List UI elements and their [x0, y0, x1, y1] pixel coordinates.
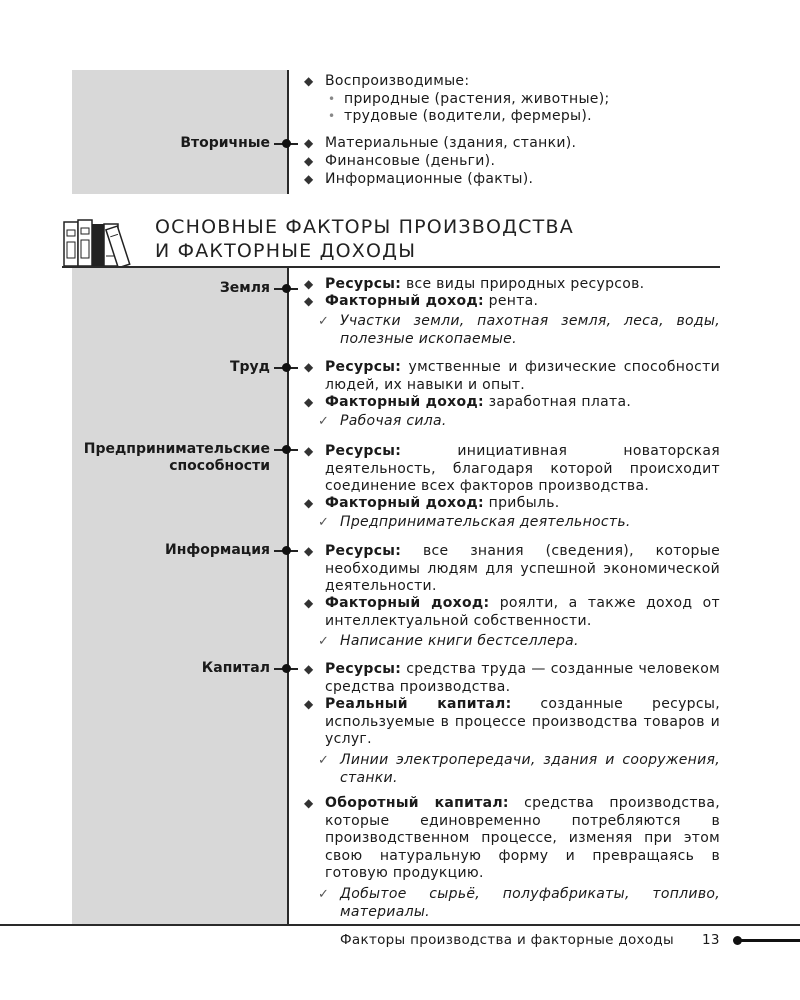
label-capital: Капитал: [201, 660, 270, 676]
diamond-icon: ◆: [304, 496, 314, 510]
list-item: Материальные (здания, станки).: [325, 135, 577, 151]
diamond-icon: ◆: [304, 294, 314, 308]
diamond-icon: ◆: [304, 277, 314, 291]
connector-node: [282, 139, 291, 148]
diamond-icon: ◆: [304, 74, 314, 88]
checkmark-icon: ✓: [318, 753, 329, 768]
diamond-icon: ◆: [304, 154, 314, 168]
land-resources: Ресурсы: все виды природных ресурсов.: [325, 276, 645, 292]
checkmark-icon: ✓: [318, 414, 329, 429]
real-capital-example: Линии электропередачи, здания и сооружения, станки.: [340, 752, 720, 786]
labor-example: Рабочая сила.: [340, 413, 447, 429]
diamond-icon: ◆: [304, 172, 314, 186]
list-subitem: трудовые (водители, фермеры).: [344, 108, 592, 124]
checkmark-icon: ✓: [318, 314, 329, 329]
checkmark-icon: ✓: [318, 887, 329, 902]
land-example: Участки земли, пахотная земля, леса, воды, полезные ископаемые.: [340, 313, 720, 347]
diamond-icon: ◆: [304, 544, 314, 558]
diamond-icon: ◆: [304, 395, 314, 409]
bullet-icon: •: [328, 92, 336, 106]
section-title-line1: ОСНОВНЫЕ ФАКТОРЫ ПРОИЗВОДСТВА: [155, 216, 574, 238]
connector-node: [282, 664, 291, 673]
information-example: Написание книги бестселлера.: [340, 633, 579, 649]
checkmark-icon: ✓: [318, 634, 329, 649]
label-labor: Труд: [229, 359, 270, 375]
diamond-icon: ◆: [304, 444, 314, 458]
diamond-icon: ◆: [304, 360, 314, 374]
label-land: Земля: [219, 280, 270, 296]
list-item: Воспроизводимые:: [325, 73, 470, 89]
diamond-icon: ◆: [304, 596, 314, 610]
diamond-icon: ◆: [304, 136, 314, 150]
connector-node: [282, 363, 291, 372]
diamond-icon: ◆: [304, 796, 314, 810]
label-entrepreneurship-line1: Предпринимательские: [83, 441, 270, 457]
connector-node: [282, 284, 291, 293]
information-income: Факторный доход: роялти, а также доход от интеллектуальной собственности.: [325, 595, 720, 629]
books-icon: [62, 216, 142, 268]
checkmark-icon: ✓: [318, 515, 329, 530]
label-information: Информация: [165, 542, 270, 558]
list-item: Финансовые (деньги).: [325, 153, 496, 169]
section-title-line2: И ФАКТОРНЫЕ ДОХОДЫ: [155, 240, 417, 262]
list-item: Информационные (факты).: [325, 171, 534, 187]
footer-running-title: Факторы производства и факторные доходы: [340, 932, 674, 948]
footer-line: [740, 939, 800, 942]
diamond-icon: ◆: [304, 697, 314, 711]
footer-rule: [0, 924, 800, 926]
capital-resources: Ресурсы: средства труда — созданные человеком средства производства.: [325, 661, 720, 695]
entrepreneurship-example: Предпринимательская деятельность.: [340, 514, 631, 530]
page-number: 13: [702, 932, 720, 948]
bullet-icon: •: [328, 109, 336, 123]
list-subitem: природные (растения, животные);: [344, 91, 610, 107]
working-capital: Оборотный капитал: средства производства, которые единовременно потребляются в производственном процессе, изменяя при этом свою натуральную форму и превращаясь в готовую продукцию.: [325, 795, 720, 881]
entrepreneurship-resources: Ресурсы: инициативная новаторская деятельность, благодаря которой происходит соединение всех факторов производства.: [325, 443, 720, 494]
information-resources: Ресурсы: все знания (сведения), которые необходимы людям для успешной экономической деятельности.: [325, 543, 720, 594]
working-capital-example: Добытое сырьё, полуфабрикаты, топливо, материалы.: [340, 886, 720, 920]
top-gray-panel: [72, 70, 287, 194]
entrepreneurship-income: Факторный доход: прибыль.: [325, 495, 560, 511]
connector-node: [282, 546, 291, 555]
real-capital: Реальный капитал: созданные ресурсы, используемые в процессе производства товаров и услуг.: [325, 696, 720, 747]
labor-resources: Ресурсы: умственные и физические способности людей, их навыки и опыт.: [325, 359, 720, 393]
land-income: Факторный доход: рента.: [325, 293, 539, 309]
label-secondary: Вторичные: [180, 135, 270, 151]
diamond-icon: ◆: [304, 662, 314, 676]
labor-income: Факторный доход: заработная плата.: [325, 394, 632, 410]
connector-node: [282, 445, 291, 454]
top-vertical-line: [287, 70, 289, 194]
label-entrepreneurship-line2: способности: [169, 458, 270, 474]
